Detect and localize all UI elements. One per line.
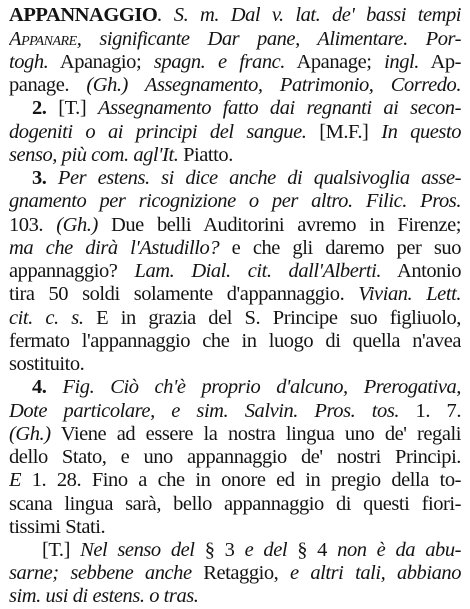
text-run: 1. 7. (399, 400, 461, 422)
headword: APPANNAGGIO (9, 4, 158, 26)
text-run: scana lingua sarà, bello appannaggio di questi fiori- (9, 493, 461, 515)
text-run: tira 50 soldi solamente d'appannaggio. (9, 283, 359, 305)
text-run: Apanagio; (48, 51, 154, 73)
text-run: (Gh.) Assegnamento, Patrimonio, Corredo. (86, 74, 461, 96)
entry-text-line (9, 2, 461, 28)
text-run: Ap- (418, 51, 461, 73)
text-run: E in grazia del S. Principe suo figliuolo, (83, 307, 461, 329)
entry-text-line (9, 583, 461, 609)
text-run: ma che dirà l'Astudillo? (9, 237, 220, 259)
text-run: . S. m. Dal v. lat. de' bassi tempi (157, 4, 461, 26)
text-run: 3. (32, 167, 47, 189)
text-run: gnamento per ricognizione o per altro. Filic. Pros. (9, 190, 461, 212)
text-run: In questo (381, 121, 461, 143)
text-run: Piatto. (178, 144, 233, 166)
entry-text-line (9, 467, 461, 493)
text-run: dello Stato, e uno appannaggio de' nostri Principi. (9, 446, 461, 468)
text-run: Dote particolare, e sim. Salvin. Pros. tos. (9, 400, 400, 422)
text-run: , significante Dar pane, Alimentare. Por- (76, 28, 461, 50)
text-run: E (9, 469, 22, 491)
text-run: [T.] (42, 539, 81, 561)
text-run: sostituito. (9, 353, 85, 375)
text-run: § 4 (287, 539, 338, 561)
text-run: sim. usi di estens. o tras. (9, 585, 199, 607)
entry-text-line (9, 188, 461, 214)
text-run: dogeniti o ai principi del sangue. (9, 121, 307, 143)
text-run: sarne; sebbene anche (9, 562, 192, 584)
text-run: 2. (32, 97, 47, 119)
text-run: Lam. Dial. cit. dall'Alberti. (134, 260, 382, 282)
text-run: cit. c. s. (9, 307, 84, 329)
text-run: Apanage; (284, 51, 385, 73)
text-run: Per estens. si dice anche di qualsivoglia asse- (46, 167, 461, 189)
entry-text-line (32, 374, 461, 400)
text-run: spagn. e franc. (153, 51, 285, 73)
text-run: fermato l'appannaggio che in luogo di quella n'avea (9, 330, 461, 352)
text-run: 4. (32, 376, 47, 398)
text-run: Appanare (9, 28, 77, 50)
text-run: Vivian. Lett. (358, 283, 461, 305)
text-run: § 3 (194, 539, 245, 561)
text-run: appannaggio? (9, 260, 135, 282)
text-run: non è da abu- (337, 539, 461, 561)
text-run: senso, più com. agl'It. (9, 144, 179, 166)
text-run: Fig. Ciò ch'è proprio d'alcuno, Prerogativa, (46, 376, 461, 398)
text-run: (Gh.) (9, 423, 51, 445)
entry-text-line (32, 95, 461, 121)
text-run: Antonio (381, 260, 461, 282)
text-run: 103. (9, 214, 57, 236)
entry-text-line (42, 537, 461, 563)
text-run: togh. (9, 51, 49, 73)
text-run: e che gli daremo per suo (219, 237, 461, 259)
text-run: Viene ad essere la nostra lingua uno de' regali (50, 423, 461, 445)
entry-text-line (9, 281, 461, 307)
text-run: [M.F.] (306, 121, 382, 143)
text-run: Nel senso del (80, 539, 195, 561)
text-run: ingl. (384, 51, 419, 73)
text-run: tissimi Stati. (9, 516, 106, 538)
text-run: (Gh.) (56, 214, 98, 236)
text-run: Assegnamento fatto dai regnanti ai secon- (98, 97, 461, 119)
text-run: [T.] (46, 97, 98, 119)
text-run: panage. (9, 74, 87, 96)
text-run: Retaggio, (191, 562, 291, 584)
text-run: Due belli Auditorini avremo in Firenze; (97, 214, 461, 236)
text-run: 1. 28. Fino a che in onore ed in pregio della to- (21, 469, 461, 491)
text-run: e del (244, 539, 288, 561)
text-run: e altri tali, abbiano (290, 562, 461, 584)
